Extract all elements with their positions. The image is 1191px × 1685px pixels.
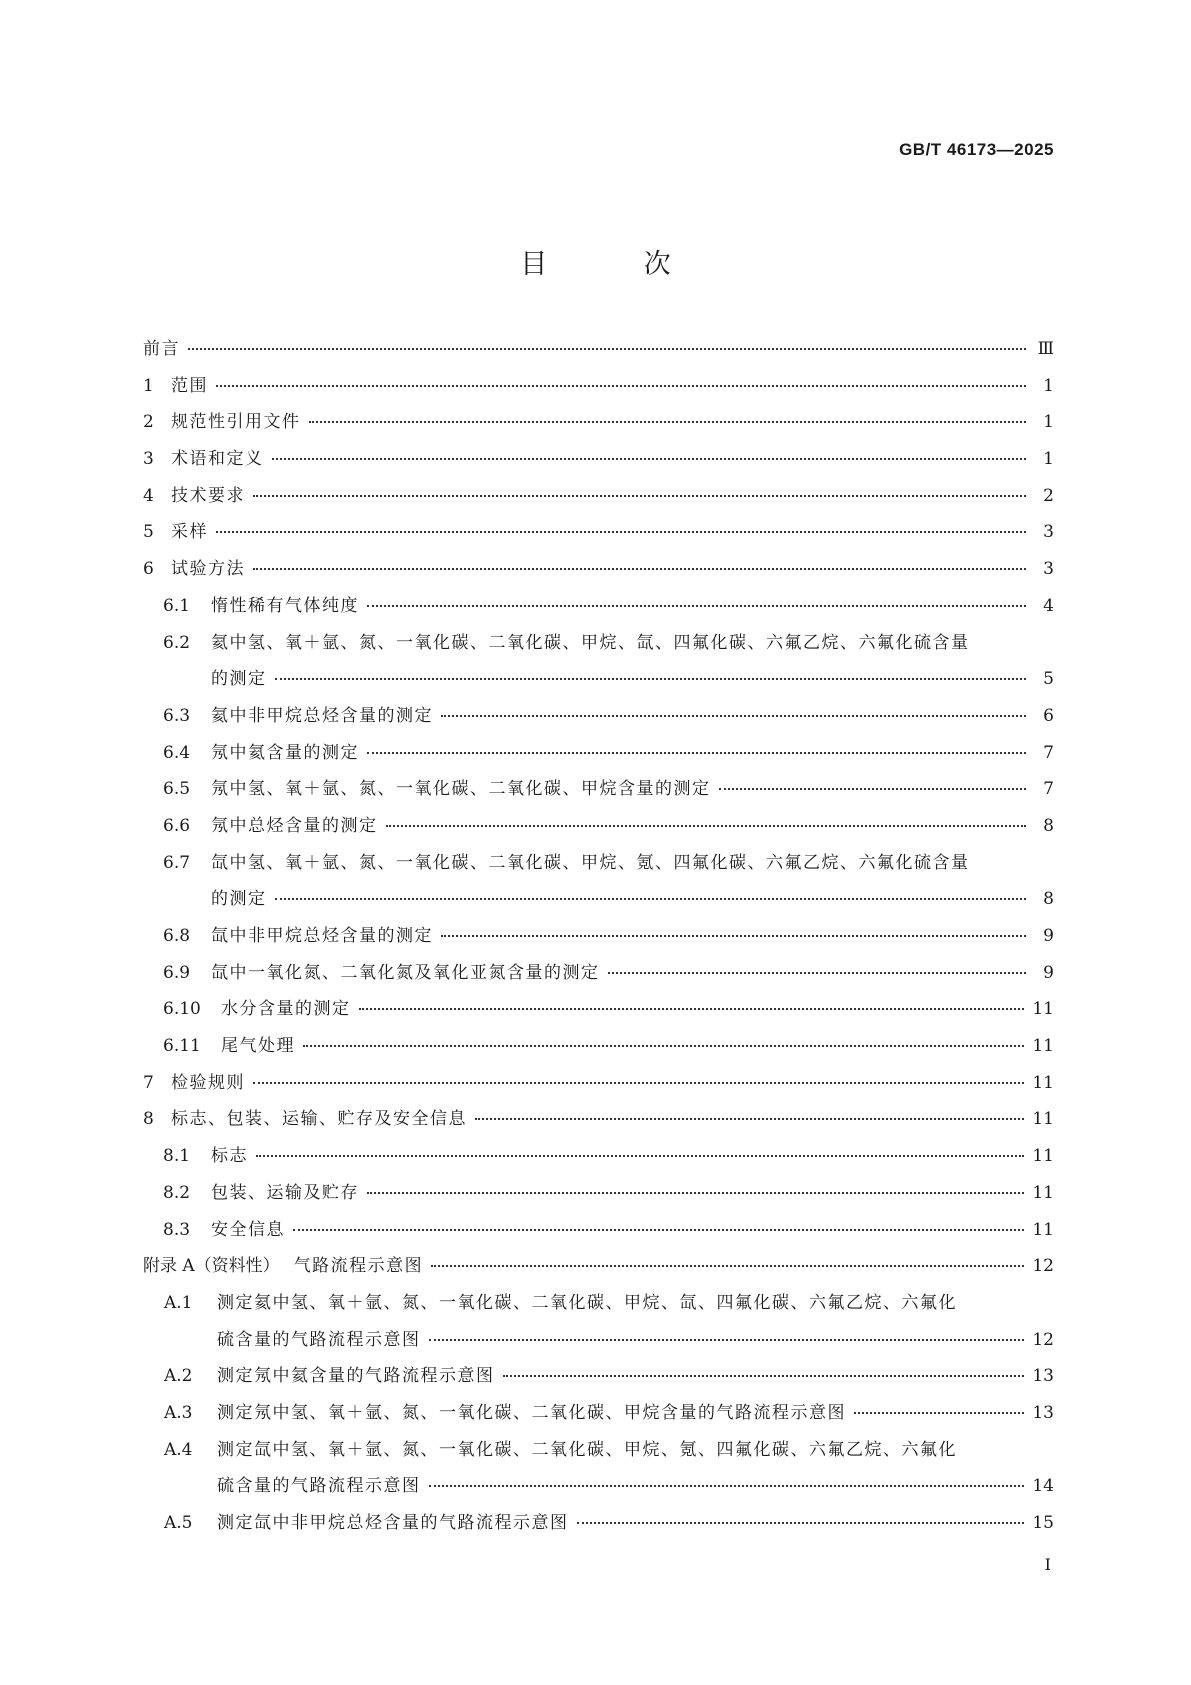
toc-entry-title: 测定氙中氢、氧＋氩、氮、一氧化碳、二氧化碳、甲烷、氪、四氟化碳、六氟乙烷、六氟化 (217, 1439, 957, 1460)
toc-entry-title-continued: 硫含量的气路流程示意图 (217, 1476, 421, 1497)
toc-entry-page: 1 (1043, 412, 1054, 433)
toc-entry[interactable] (143, 962, 1054, 999)
toc-leader-dots (367, 599, 1026, 607)
toc-entry[interactable] (143, 1365, 1054, 1402)
toc-entry[interactable] (143, 1145, 1054, 1182)
toc-leader-dots (275, 892, 1027, 900)
toc-entry[interactable] (143, 375, 1054, 412)
toc-leader-dots (429, 1479, 1025, 1487)
toc-entry-title: 氙中非甲烷总烃含量的测定 (211, 926, 433, 947)
toc-entry-title-continued: 的测定 (211, 889, 267, 910)
toc-entry-number: A.4 (164, 1439, 193, 1460)
toc-entry[interactable] (143, 1182, 1054, 1219)
toc-entry-page: 7 (1043, 779, 1054, 800)
toc-entry-number: 6.2 (163, 632, 191, 653)
toc-entry-title: 技术要求 (171, 485, 245, 506)
toc-entry-page: 11 (1032, 1219, 1054, 1240)
toc-entry-number: A.5 (164, 1513, 193, 1534)
toc-entry-title: 氖中氦含量的测定 (211, 742, 359, 763)
toc-entry-number: 3 (143, 449, 154, 470)
toc-entry[interactable] (143, 852, 1054, 925)
toc-entry[interactable] (143, 1219, 1054, 1256)
toc-entry-page: 13 (1032, 1366, 1054, 1387)
toc-leader-dots (854, 1406, 1024, 1414)
toc-leader-dots (386, 819, 1027, 827)
toc-entry-page: 3 (1043, 559, 1054, 580)
toc-entry-number: 6.10 (163, 999, 201, 1020)
toc-leader-dots (253, 489, 1026, 497)
toc-entry-number: 6.3 (163, 705, 191, 726)
toc-entry-number: 附录 A（资料性） (143, 1256, 280, 1277)
toc-entry[interactable] (143, 595, 1054, 632)
toc-entry[interactable] (143, 998, 1054, 1035)
toc-entry-page: 12 (1032, 1329, 1054, 1350)
page-title: 目 次 (520, 249, 715, 280)
toc-entry-number: 1 (143, 375, 154, 396)
toc-entry[interactable] (143, 1255, 1054, 1292)
toc-entry-page: 12 (1032, 1256, 1054, 1277)
toc-leader-dots (608, 966, 1027, 974)
toc-entry-title: 标志 (211, 1146, 248, 1167)
toc-leader-dots (188, 342, 1026, 350)
toc-entry-title-continued: 硫含量的气路流程示意图 (217, 1329, 421, 1350)
toc-entry-number: 2 (143, 412, 154, 433)
toc-entry-number: 8.2 (163, 1182, 191, 1203)
toc-entry-number: 6.7 (163, 852, 191, 873)
toc-entry[interactable] (143, 742, 1054, 779)
page-number: I (1044, 1555, 1051, 1574)
toc-leader-dots (429, 1333, 1025, 1341)
table-of-contents (143, 338, 1054, 1549)
toc-entry-title: 包装、运输及贮存 (211, 1182, 359, 1203)
toc-entry-title: 氦中氢、氧＋氩、氮、一氧化碳、二氧化碳、甲烷、氙、四氟化碳、六氟乙烷、六氟化硫含量 (211, 632, 970, 653)
toc-entry-title: 测定氖中氦含量的气路流程示意图 (217, 1366, 495, 1387)
toc-leader-dots (275, 672, 1027, 680)
toc-entry-title: 标志、包装、运输、贮存及安全信息 (171, 1109, 467, 1130)
toc-entry-number: 5 (143, 522, 154, 543)
toc-entry[interactable] (143, 485, 1054, 522)
toc-leader-dots (309, 415, 1027, 423)
toc-entry-number: A.1 (164, 1292, 193, 1313)
toc-leader-dots (367, 746, 1026, 754)
toc-entry-title: 术语和定义 (171, 449, 264, 470)
toc-entry[interactable] (143, 411, 1054, 448)
toc-entry[interactable] (143, 1512, 1054, 1549)
toc-leader-dots (431, 1259, 1024, 1267)
toc-entry-number: 6.5 (163, 779, 191, 800)
toc-entry-title: 惰性稀有气体纯度 (211, 595, 359, 616)
toc-entry-title-continued: 的测定 (211, 669, 267, 690)
toc-entry-page: 2 (1043, 485, 1054, 506)
toc-leader-dots (503, 1369, 1025, 1377)
toc-entry-title: 测定氦中氢、氧＋氩、氮、一氧化碳、二氧化碳、甲烷、氙、四氟化碳、六氟乙烷、六氟化 (217, 1292, 957, 1313)
toc-entry-title: 氦中非甲烷总烃含量的测定 (211, 705, 433, 726)
toc-entry-page: 1 (1043, 375, 1054, 396)
toc-entry-number: A.2 (164, 1366, 193, 1387)
toc-entry-number: 6 (143, 559, 154, 580)
toc-entry-title: 规范性引用文件 (171, 412, 301, 433)
toc-entry-number: 4 (143, 485, 154, 506)
toc-entry-title: 测定氙中非甲烷总烃含量的气路流程示意图 (217, 1513, 569, 1534)
toc-entry[interactable] (143, 1108, 1054, 1145)
toc-entry-number: 6.8 (163, 926, 191, 947)
toc-entry-title: 范围 (171, 375, 208, 396)
toc-entry-page: 8 (1043, 889, 1054, 910)
standard-number: GB/T 46173—2025 (899, 140, 1054, 159)
toc-entry-title: 氙中一氧化氮、二氧化氮及氧化亚氮含量的测定 (211, 962, 600, 983)
toc-leader-dots (475, 1112, 1024, 1120)
toc-entry-number: 6.9 (163, 962, 191, 983)
toc-entry[interactable] (143, 778, 1054, 815)
toc-entry-page: 9 (1043, 926, 1054, 947)
toc-entry-number: 7 (143, 1072, 154, 1093)
toc-leader-dots (256, 1149, 1024, 1157)
toc-entry-page: 4 (1043, 595, 1054, 616)
toc-entry-page: 9 (1043, 962, 1054, 983)
toc-entry-title: 气路流程示意图 (293, 1256, 424, 1277)
toc-leader-dots (216, 525, 1026, 533)
toc-leader-dots (441, 929, 1026, 937)
toc-leader-dots (359, 1002, 1025, 1010)
toc-entry-number: 6.4 (163, 742, 191, 763)
toc-entry-page: 14 (1032, 1476, 1054, 1497)
toc-entry-number: A.3 (164, 1402, 193, 1423)
toc-entry-number: 8.3 (163, 1219, 191, 1240)
toc-entry[interactable] (143, 632, 1054, 705)
toc-entry-title: 氖中氢、氧＋氩、氮、一氧化碳、二氧化碳、甲烷含量的测定 (211, 779, 711, 800)
toc-leader-dots (253, 1076, 1024, 1084)
toc-entry-number: 6.1 (163, 595, 191, 616)
toc-leader-dots (367, 1186, 1024, 1194)
toc-entry-page: 7 (1043, 742, 1054, 763)
toc-entry-page: 5 (1043, 669, 1054, 690)
toc-entry[interactable] (143, 1439, 1054, 1512)
toc-entry-number: 6.11 (163, 1036, 201, 1057)
toc-entry-page: 13 (1032, 1402, 1054, 1423)
toc-entry-page: 15 (1032, 1513, 1054, 1534)
toc-entry-page: 8 (1043, 815, 1054, 836)
toc-entry-page: Ⅲ (1037, 339, 1054, 359)
toc-entry-number: 6.6 (163, 815, 191, 836)
toc-entry[interactable] (143, 815, 1054, 852)
toc-leader-dots (293, 1223, 1024, 1231)
toc-entry-page: 3 (1043, 522, 1054, 543)
toc-entry-title: 尾气处理 (221, 1036, 295, 1057)
toc-entry-title: 氖中总烃含量的测定 (211, 815, 378, 836)
toc-entry[interactable] (143, 1035, 1054, 1072)
toc-entry[interactable] (143, 558, 1054, 595)
toc-entry[interactable] (143, 448, 1054, 485)
toc-entry[interactable] (143, 1292, 1054, 1365)
toc-entry[interactable] (143, 925, 1054, 962)
toc-entry-title: 水分含量的测定 (221, 999, 351, 1020)
toc-entry-title: 试验方法 (171, 559, 245, 580)
toc-leader-dots (253, 562, 1026, 570)
toc-entry-page: 1 (1043, 449, 1054, 470)
toc-leader-dots (441, 709, 1026, 717)
toc-leader-dots (577, 1516, 1025, 1524)
toc-entry[interactable] (143, 1072, 1054, 1109)
toc-entry-title: 检验规则 (171, 1072, 245, 1093)
toc-entry-title: 前言 (143, 339, 180, 359)
toc-entry-page: 11 (1032, 1036, 1054, 1057)
toc-entry-number: 8 (143, 1109, 154, 1130)
toc-entry-page: 6 (1043, 705, 1054, 726)
toc-entry[interactable] (143, 338, 1054, 375)
toc-leader-dots (272, 452, 1027, 460)
toc-entry[interactable] (143, 521, 1054, 558)
toc-entry-title: 安全信息 (211, 1219, 285, 1240)
toc-entry-title: 测定氖中氢、氧＋氩、氮、一氧化碳、二氧化碳、甲烷含量的气路流程示意图 (217, 1402, 846, 1423)
toc-entry-page: 11 (1032, 1182, 1054, 1203)
toc-entry-title: 氙中氢、氧＋氩、氮、一氧化碳、二氧化碳、甲烷、氪、四氟化碳、六氟乙烷、六氟化硫含量 (211, 852, 970, 873)
toc-leader-dots (719, 782, 1027, 790)
toc-entry-page: 11 (1032, 1109, 1054, 1130)
toc-entry[interactable] (143, 705, 1054, 742)
toc-entry[interactable] (143, 1402, 1054, 1439)
toc-entry-page: 11 (1032, 1146, 1054, 1167)
toc-leader-dots (303, 1039, 1024, 1047)
toc-leader-dots (216, 379, 1026, 387)
toc-entry-title: 采样 (171, 522, 208, 543)
toc-entry-page: 11 (1032, 1072, 1054, 1093)
toc-entry-page: 11 (1032, 999, 1054, 1020)
toc-entry-number: 8.1 (163, 1146, 191, 1167)
